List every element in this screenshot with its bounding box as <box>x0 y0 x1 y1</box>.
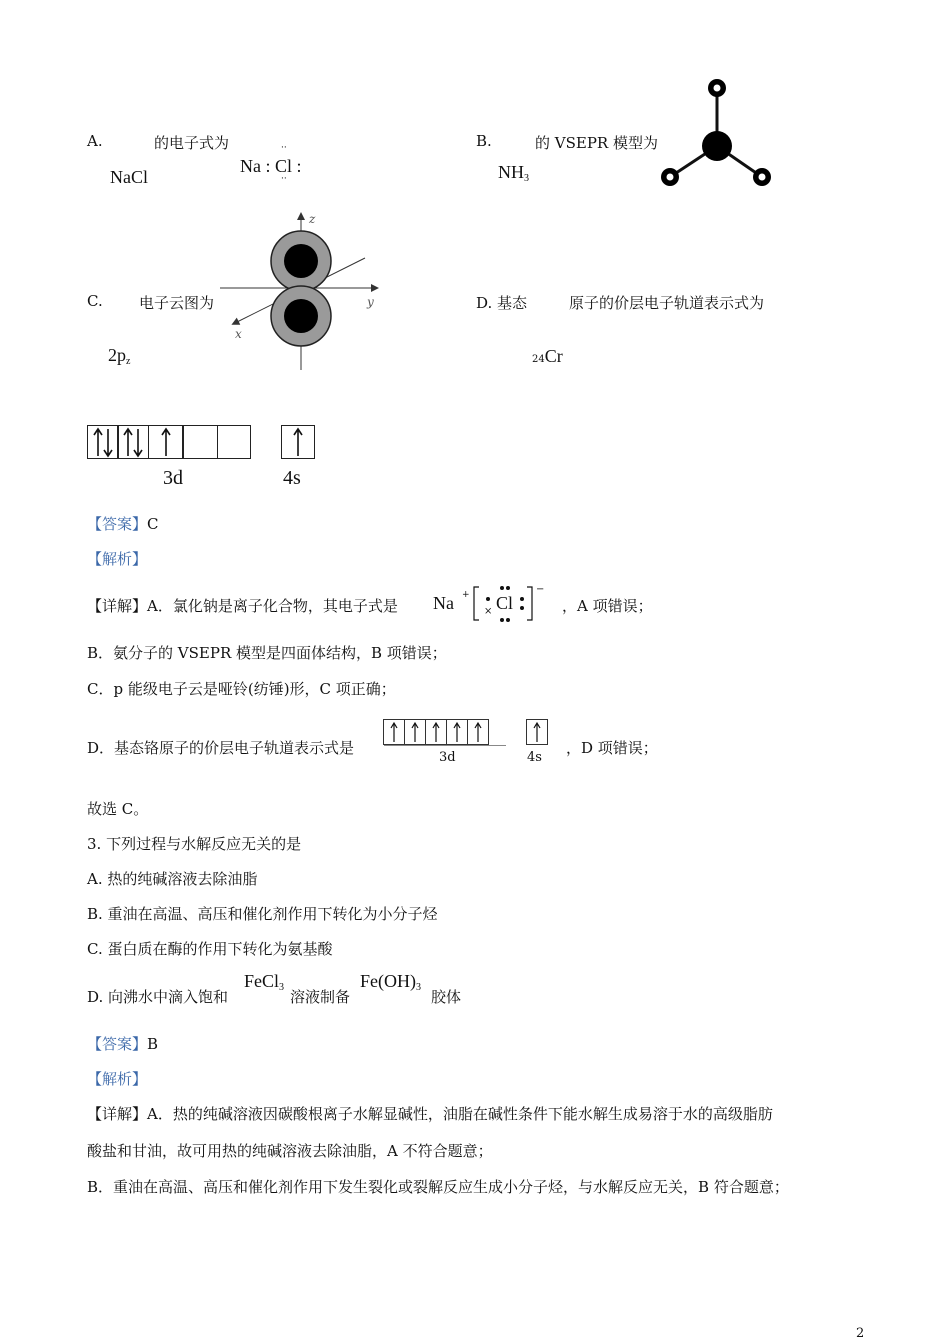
q3-analysis-tag: 【解析】 <box>87 1070 148 1088</box>
q2-detail-c: C．p 能级电子云是哑铃(纺锤)形，C 项正确； <box>87 680 396 698</box>
label-3d: 3d <box>163 467 183 489</box>
cr-label-4s: 4s <box>527 750 542 765</box>
q3-option-d-mid: 溶液制备 <box>290 988 351 1006</box>
option-b-letter: B. <box>476 132 492 150</box>
option-a-formula: NaCl <box>110 167 148 187</box>
option-c-text: 电子云图为 <box>139 294 215 312</box>
cr-3d-boxes <box>384 719 489 745</box>
option-a-electron-formula: Na : Cl : <box>240 156 302 176</box>
nacl-electron-formula: Na + × − Cl <box>433 584 563 624</box>
orbital-box-empty <box>217 425 251 459</box>
q2-detail-d-tail: ，D 项错误； <box>566 739 658 757</box>
svg-text:−: − <box>536 584 545 595</box>
axis-y-label: y <box>367 295 374 309</box>
option-d-letter: D. 基态 <box>476 294 528 312</box>
cr-underline <box>384 745 506 746</box>
option-d-text: 原子的价层电子轨道表示式为 <box>569 294 765 312</box>
option-c-letter: C. <box>87 292 103 310</box>
cl-dots-top: ·· <box>281 143 287 153</box>
q3-option-d-post: 胶体 <box>431 988 462 1006</box>
q2-analysis-tag: 【解析】 <box>87 550 148 568</box>
q3-stem: 3. 下列过程与水解反应无关的是 <box>87 835 302 853</box>
orbital-box-empty <box>182 425 218 459</box>
svg-text:×: × <box>484 606 493 617</box>
cr-4s-box <box>526 719 548 745</box>
q3-detail-b: B．重油在高温、高压和催化剂作用下发生裂化或裂解反应生成小分子烃，与水解反应无关，B 符合题意； <box>87 1178 789 1196</box>
q3-option-d: D. 向沸水中滴入饱和 <box>87 988 229 1006</box>
option-a-text: 的电子式为 <box>154 134 230 152</box>
orbital-box-single <box>281 425 315 459</box>
q3-detail-a1: 【详解】A．热的纯碱溶液因碳酸根离子水解显碱性，油脂在碱性条件下能水解生成易溶于水的高级脂肪 <box>87 1105 773 1123</box>
option-b-text: 的 VSEPR 模型为 <box>535 134 658 152</box>
orbital-4s-box <box>281 425 315 459</box>
option-c-formula: $2p_z$ <box>108 345 131 367</box>
label-4s: 4s <box>283 467 301 489</box>
option-a-letter: A. <box>87 132 103 150</box>
q2-detail-a: 【详解】A．氯化钠是离子化合物，其电子式是 <box>87 597 398 615</box>
cl-dots-bottom: ·· <box>281 174 287 184</box>
q2-detail-a-tail: ，A 项错误； <box>562 597 653 615</box>
axis-z-label: z <box>309 212 316 226</box>
axis-x-label: x <box>235 327 242 341</box>
vsepr-model-diagram <box>650 72 780 197</box>
cr-label-3d: 3d <box>439 750 456 765</box>
p-orbital-cloud-diagram <box>215 208 385 373</box>
q2-detail-b: B．氨分子的 VSEPR 模型是四面体结构，B 项错误； <box>87 644 447 662</box>
q3-option-a: A. 热的纯碱溶液去除油脂 <box>87 870 258 888</box>
q3-answer: 【答案】B <box>87 1035 159 1053</box>
q2-option-a <box>87 132 103 150</box>
q3-detail-a2: 酸盐和甘油，故可用热的纯碱溶液去除油脂，A 不符合题意； <box>87 1142 493 1160</box>
q2-detail-d: D．基态铬原子的价层电子轨道表示式是 <box>87 739 355 757</box>
option-d-formula: 24Cr <box>532 346 563 366</box>
q3-option-c: C. 蛋白质在酶的作用下转化为氨基酸 <box>87 940 333 958</box>
q3-formula-feoh3: $Fe(OH)_3$ <box>360 971 421 993</box>
orbital-box-paired <box>117 425 149 459</box>
q3-option-b: B. 重油在高温、高压和催化剂作用下转化为小分子烃 <box>87 905 438 923</box>
q3-formula-fecl3: FeCl$_3$ <box>244 971 285 993</box>
option-b-formula: $NH_3$ <box>498 162 529 184</box>
orbital-3d-boxes <box>88 425 251 459</box>
orbital-box-paired <box>87 425 119 459</box>
q2-answer: 【答案】C <box>87 515 159 533</box>
orbital-box-single <box>148 425 184 459</box>
q2-conclusion: 故选 C。 <box>87 800 149 818</box>
page-number: 2 <box>856 1326 865 1341</box>
